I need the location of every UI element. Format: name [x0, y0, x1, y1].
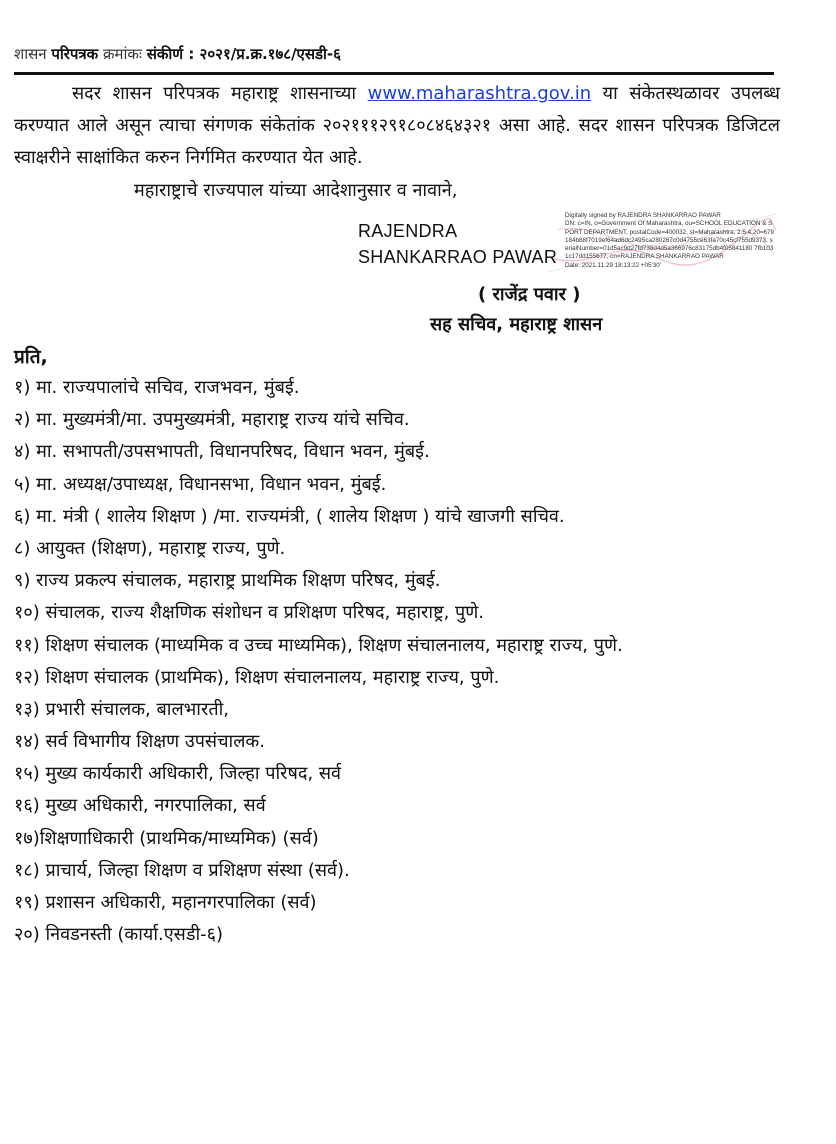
header-divider	[14, 72, 774, 75]
list-item: २) मा. मुख्यमंत्री/मा. उपमुख्यमंत्री, महाराष्ट्र राज्य यांचे सचिव.	[14, 409, 410, 431]
recipients-list	[14, 372, 623, 951]
list-item: १२) शिक्षण संचालक (प्राथमिक), शिक्षण संचालनालय, महाराष्ट्र राज्य, पुणे.	[14, 666, 500, 688]
digital-signer-name	[358, 218, 557, 270]
list-item: १) मा. राज्यपालांचे सचिव, राजभवन, मुंबई.	[14, 377, 300, 398]
signer-designation: सह सचिव, महाराष्ट्र शासन	[430, 314, 603, 335]
circular-header	[14, 44, 341, 64]
signature-detail-line: DN: c=IN, o=Government Of Maharashtra, ou=SCHOOL EDUCATION & SPORT DEPARTMENT, postalCode=400032, st=Maharashtra, 2.5.4.20=679184b88f7019ef64ad6dc2495ca280267c0d4755ce63fa70c45cf755d9373, serialNumber=01d5ac9d27fd738d4d5a366976c83175db4f05841180 7fb1031c17dd155677, cn=RAJENDRA SHANKARRAO PAWAR	[565, 220, 775, 261]
digital-signature-details	[565, 212, 775, 270]
signer-name-marathi: ( राजेंद्र पवार )	[478, 284, 581, 305]
list-item: २०) निवडनस्ती (कार्या.एसडी-६)	[14, 924, 224, 946]
list-item: ४) मा. सभापती/उपसभापती, विधानपरिषद, विधान भवन, मुंबई.	[14, 441, 430, 463]
list-item: १८) प्राचार्य, जिल्हा शिक्षण व प्रशिक्षण संस्था (सर्व).	[14, 859, 350, 881]
list-item: ९) राज्य प्रकल्प संचालक, महाराष्ट्र प्राथमिक शिक्षण परिषद, मुंबई.	[14, 570, 441, 592]
list-item: १४) सर्व विभागीय शिक्षण उपसंचालक.	[14, 731, 265, 753]
list-item: १७)शिक्षणाधिकारी (प्राथमिक/माध्यमिक) (सर्व)	[14, 827, 319, 849]
website-link[interactable]: www.maharashtra.gov.in	[367, 83, 592, 104]
header-doc-type: परिपत्रक	[51, 45, 99, 63]
recipients-label: प्रति,	[14, 346, 48, 368]
header-number-value: संकीर्ण : २०२१/प्र.क्र.१७८/एसडी-६	[146, 45, 341, 63]
list-item: ८) आयुक्त (शिक्षण), महाराष्ट्र राज्य, पुणे.	[14, 537, 286, 559]
signer-name-line-1: RAJENDRA	[358, 221, 458, 241]
list-item: १५) मुख्य कार्यकारी अधिकारी, जिल्हा परिषद, सर्व	[14, 763, 342, 785]
list-item: ६) मा. मंत्री ( शालेय शिक्षण ) /मा. राज्यमंत्री, ( शालेय शिक्षण ) यांचे खाजगी सचिव.	[14, 505, 565, 527]
signature-detail-line: Date: 2021.11.29 18:13:22 +05'30'	[565, 261, 661, 269]
paragraph-text-end: या संकेतस्थळावर उपलब्ध करण्यात आले असून त्याचा संगणक संकेतांक २०२१११२९१८०८४६४३२१ असा आहे. सदर शासन परिपत्रक डिजिटल स्वाक्षरीने साक्षांकित करुन निर्गमित करण्यात येत आहे.	[14, 83, 780, 168]
signer-name-line-2: SHANKARRAO PAWAR	[358, 247, 558, 267]
signature-detail-line: Digitally signed by RAJENDRA SHANKARRAO PAWAR	[565, 212, 721, 219]
authority-line: महाराष्ट्राचे राज्यपाल यांच्या आदेशानुसार व नावाने,	[134, 180, 458, 201]
list-item: ११) शिक्षण संचालक (माध्यमिक व उच्च माध्यमिक), शिक्षण संचालनालय, महाराष्ट्र राज्य, पुणे.	[14, 634, 623, 656]
body-paragraph	[14, 78, 780, 174]
header-number-label: क्रमांकः	[103, 45, 142, 63]
list-item: १६) मुख्य अधिकारी, नगरपालिका, सर्व	[14, 795, 266, 817]
paragraph-text-start: सदर शासन परिपत्रक महाराष्ट्र शासनाच्या	[72, 83, 357, 104]
list-item: ५) मा. अध्यक्ष/उपाध्यक्ष, विधानसभा, विधान भवन, मुंबई.	[14, 473, 387, 495]
list-item: १९) प्रशासन अधिकारी, महानगरपालिका (सर्व)	[14, 892, 317, 913]
header-prefix: शासन	[14, 45, 47, 63]
list-item: १०) संचालक, राज्य शैक्षणिक संशोधन व प्रशिक्षण परिषद, महाराष्ट्र, पुणे.	[14, 602, 484, 624]
list-item: १३) प्रभारी संचालक, बालभारती,	[14, 698, 229, 720]
